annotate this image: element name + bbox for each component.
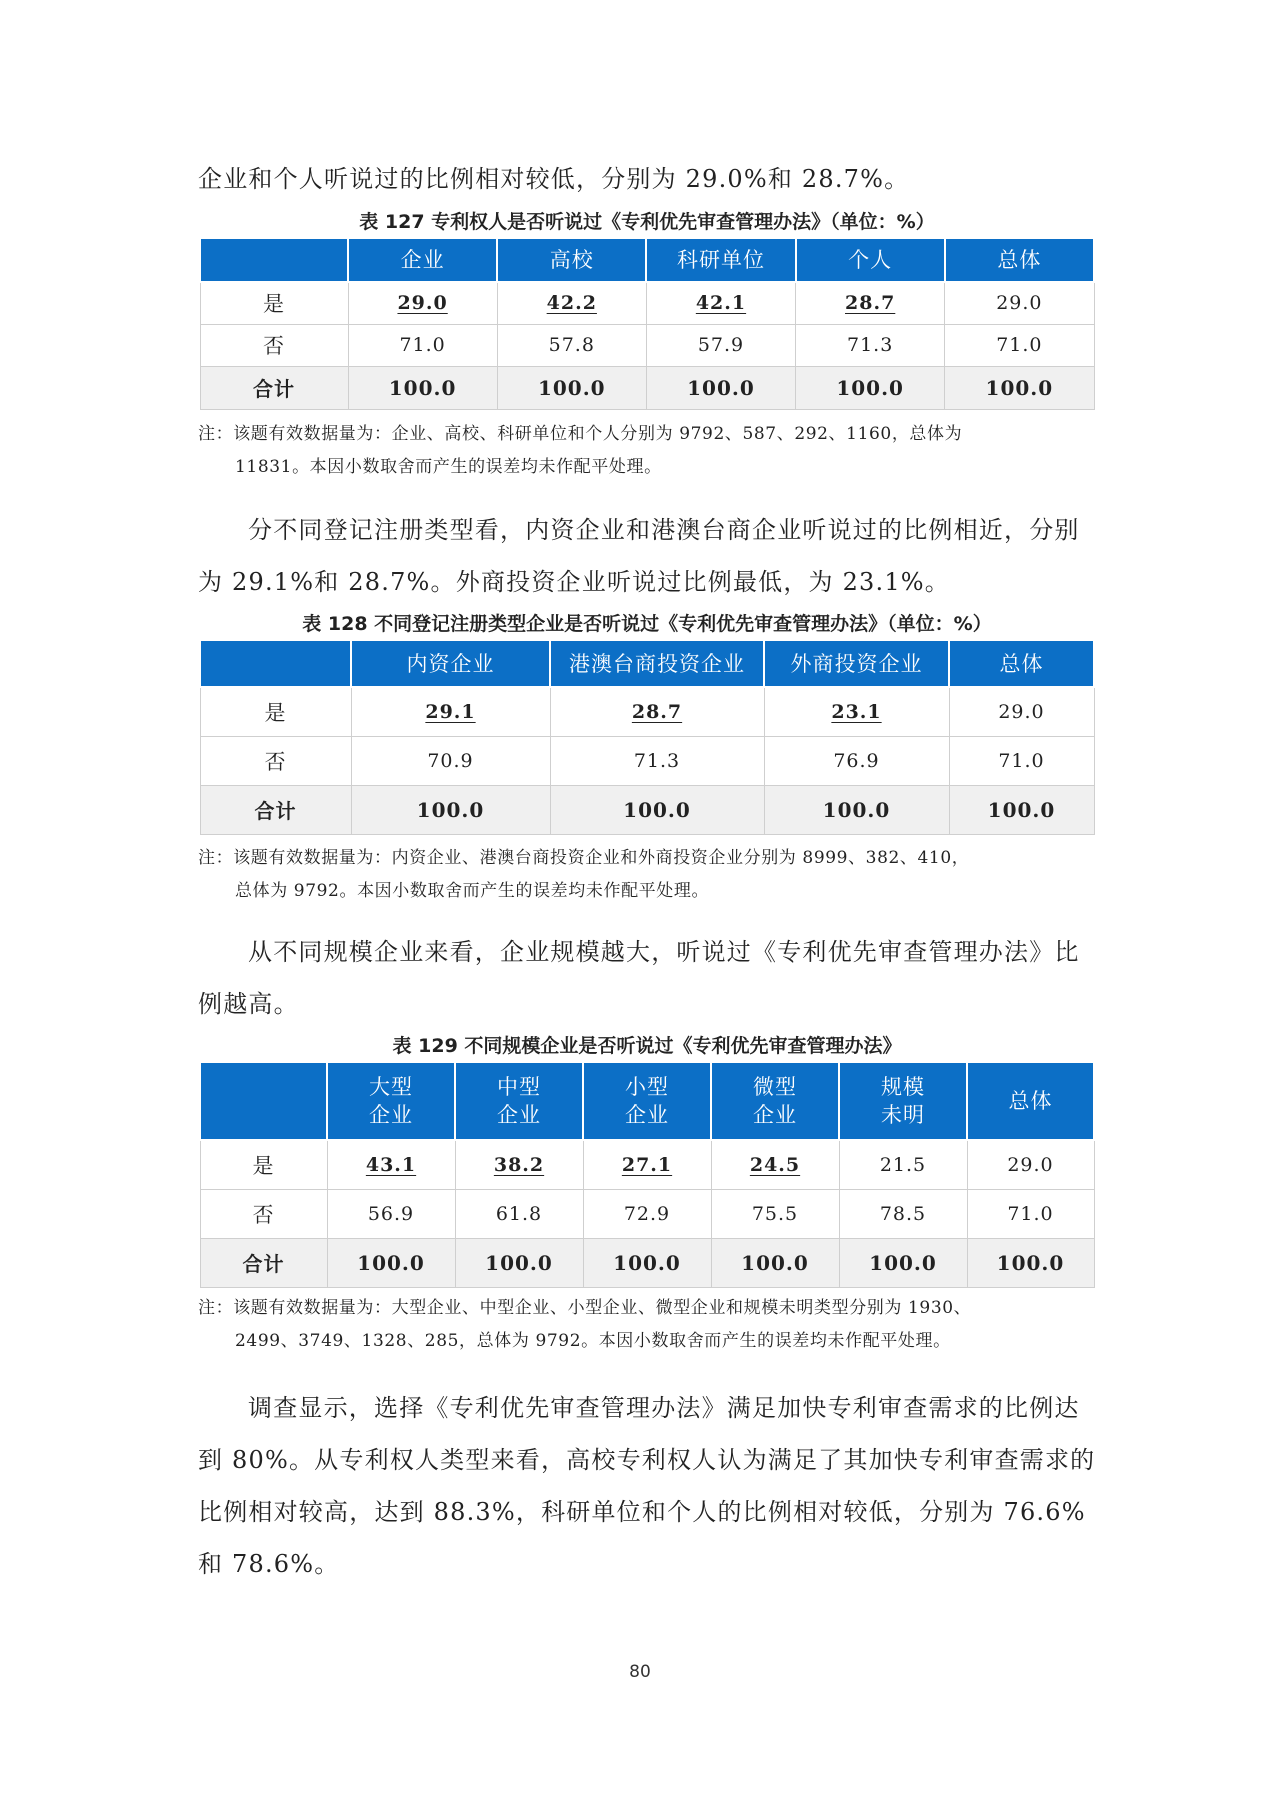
table-cell: 100.0 [949, 785, 1094, 834]
header-cell: 港澳台商投资企业 [550, 640, 764, 687]
note-line: 11831。本因小数取舍而产生的误差均未作配平处理。 [235, 457, 662, 477]
table-cell: 100.0 [967, 1238, 1094, 1287]
table-cell: 100.0 [764, 785, 949, 834]
row-label: 合计 [200, 785, 351, 834]
highlighted-value: 42.1 [695, 292, 747, 315]
table-cell: 100.0 [646, 366, 795, 409]
table-row [200, 282, 1094, 324]
table-cell: 100.0 [711, 1238, 839, 1287]
table-cell: 61.8 [455, 1189, 583, 1238]
paragraph-registration-type: 分不同登记注册类型看，内资企业和港澳台商企业听说过的比例相近，分别为 29.1%和 28.7%。外商投资企业听说过比例最低，为 23.1%。 [198, 516, 1080, 596]
header-cell-size-unknown: 规模 未明 [839, 1062, 967, 1140]
note-line: 注：该题有效数据量为：大型企业、中型企业、小型企业、微型企业和规模未明类型分别为 1930、 [198, 1298, 972, 1318]
table-cell: 56.9 [327, 1189, 455, 1238]
table-header-row [200, 238, 1094, 282]
table-127-caption: 表 127 专利权人是否听说过《专利优先审查管理办法》（单位：%） [359, 211, 935, 233]
header-cell: 总体 [945, 238, 1094, 282]
header-cell-large-enterprise: 大型 企业 [327, 1062, 455, 1140]
header-cell [200, 640, 351, 687]
table-cell: 29.0 [945, 282, 1094, 324]
header-cell: 科研单位 [646, 238, 795, 282]
table-cell: 71.0 [949, 736, 1094, 785]
row-label: 否 [200, 1189, 327, 1238]
note-line: 注：该题有效数据量为：内资企业、港澳台商投资企业和外商投资企业分别为 8999、382、410， [198, 848, 970, 868]
row-label: 合计 [200, 1238, 327, 1287]
note-line: 2499、3749、1328、285，总体为 9792。本因小数取舍而产生的误差均未作配平处理。 [235, 1331, 951, 1351]
row-label: 是 [200, 1140, 327, 1189]
header-cell [200, 1062, 327, 1140]
table-cell: 71.0 [967, 1189, 1094, 1238]
table-129-caption: 表 129 不同规模企业是否听说过《专利优先审查管理办法》 [392, 1035, 902, 1057]
highlighted-value: 29.0 [397, 292, 448, 315]
table-cell: 100.0 [455, 1238, 583, 1287]
table-cell: 71.3 [796, 324, 945, 366]
table-cell: 100.0 [497, 366, 646, 409]
table-row [200, 736, 1094, 785]
highlighted-value: 29.1 [425, 700, 476, 723]
table-row [200, 1189, 1094, 1238]
row-label: 是 [200, 282, 348, 324]
note-line: 注：该题有效数据量为：企业、高校、科研单位和个人分别为 9792、587、292、1160，总体为 [198, 424, 963, 444]
table-129-note [198, 1292, 1098, 1358]
table-128-note [198, 842, 1098, 908]
table-128-caption: 表 128 不同登记注册类型企业是否听说过《专利优先审查管理办法》（单位：%） [302, 613, 992, 635]
table-cell: 100.0 [550, 785, 764, 834]
note-line: 总体为 9792。本因小数取舍而产生的误差均未作配平处理。 [235, 881, 710, 901]
header-cell: 总体 [949, 640, 1094, 687]
header-cell-small-enterprise: 小型 企业 [583, 1062, 711, 1140]
header-cell: 企业 [348, 238, 497, 282]
table-row [200, 324, 1094, 366]
table-cell: 70.9 [351, 736, 550, 785]
highlighted-value: 28.7 [845, 292, 896, 315]
table-cell: 21.5 [839, 1140, 967, 1189]
paragraph-enterprise-size: 从不同规模企业来看，企业规模越大，听说过《专利优先审查管理办法》比例越高。 [198, 938, 1080, 1018]
table-cell: 71.0 [348, 324, 497, 366]
table-cell: 71.3 [550, 736, 764, 785]
table-cell: 78.5 [839, 1189, 967, 1238]
table-total-row [200, 1238, 1094, 1287]
page-number: 80 [629, 1662, 651, 1682]
table-cell: 72.9 [583, 1189, 711, 1238]
intro-paragraph: 企业和个人听说过的比例相对较低，分别为 29.0%和 28.7%。 [198, 165, 910, 193]
paragraph-survey-result: 调查显示，选择《专利优先审查管理办法》满足加快专利审查需求的比例达到 80%。从专利权人类型来看，高校专利权人认为满足了其加快专利审查需求的比例相对较高，达到 88.3%，科研单位和个人的比例相对较低，分别为 76.6%和 78.6%。 [198, 1394, 1096, 1578]
highlighted-value: 43.1 [365, 1153, 417, 1176]
table-cell: 100.0 [839, 1238, 967, 1287]
header-cell [200, 238, 348, 282]
table-cell: 29.0 [949, 687, 1094, 736]
header-cell-medium-enterprise: 中型 企业 [455, 1062, 583, 1140]
table-128 [199, 639, 1095, 835]
table-cell: 57.8 [497, 324, 646, 366]
header-cell-micro-enterprise: 微型 企业 [711, 1062, 839, 1140]
table-127 [199, 237, 1095, 410]
header-cell: 内资企业 [351, 640, 550, 687]
highlighted-value: 42.2 [546, 292, 597, 315]
highlighted-value: 28.7 [631, 700, 683, 723]
table-cell: 100.0 [796, 366, 945, 409]
table-cell: 100.0 [327, 1238, 455, 1287]
table-cell: 29.0 [967, 1140, 1094, 1189]
row-label: 否 [200, 736, 351, 785]
highlighted-value: 24.5 [749, 1153, 801, 1176]
table-cell: 100.0 [351, 785, 550, 834]
table-total-row [200, 785, 1094, 834]
row-label: 否 [200, 324, 348, 366]
highlighted-value: 27.1 [621, 1153, 673, 1176]
header-cell-overall: 总体 [967, 1062, 1094, 1140]
table-cell: 71.0 [945, 324, 1094, 366]
table-cell: 76.9 [764, 736, 949, 785]
table-cell: 75.5 [711, 1189, 839, 1238]
row-label: 是 [200, 687, 351, 736]
table-cell: 57.9 [646, 324, 795, 366]
table-row [200, 1140, 1094, 1189]
highlighted-value: 38.2 [493, 1153, 545, 1176]
table-cell: 100.0 [583, 1238, 711, 1287]
row-label: 合计 [200, 366, 348, 409]
table-total-row [200, 366, 1094, 409]
table-cell: 100.0 [348, 366, 497, 409]
table-127-note [198, 418, 1098, 484]
table-header-row [200, 640, 1094, 687]
table-129 [199, 1061, 1095, 1288]
header-cell: 高校 [497, 238, 646, 282]
table-header-row [200, 1062, 1094, 1140]
table-row [200, 687, 1094, 736]
header-cell: 外商投资企业 [764, 640, 949, 687]
header-cell: 个人 [796, 238, 945, 282]
table-cell: 100.0 [945, 366, 1094, 409]
highlighted-value: 23.1 [831, 700, 882, 723]
